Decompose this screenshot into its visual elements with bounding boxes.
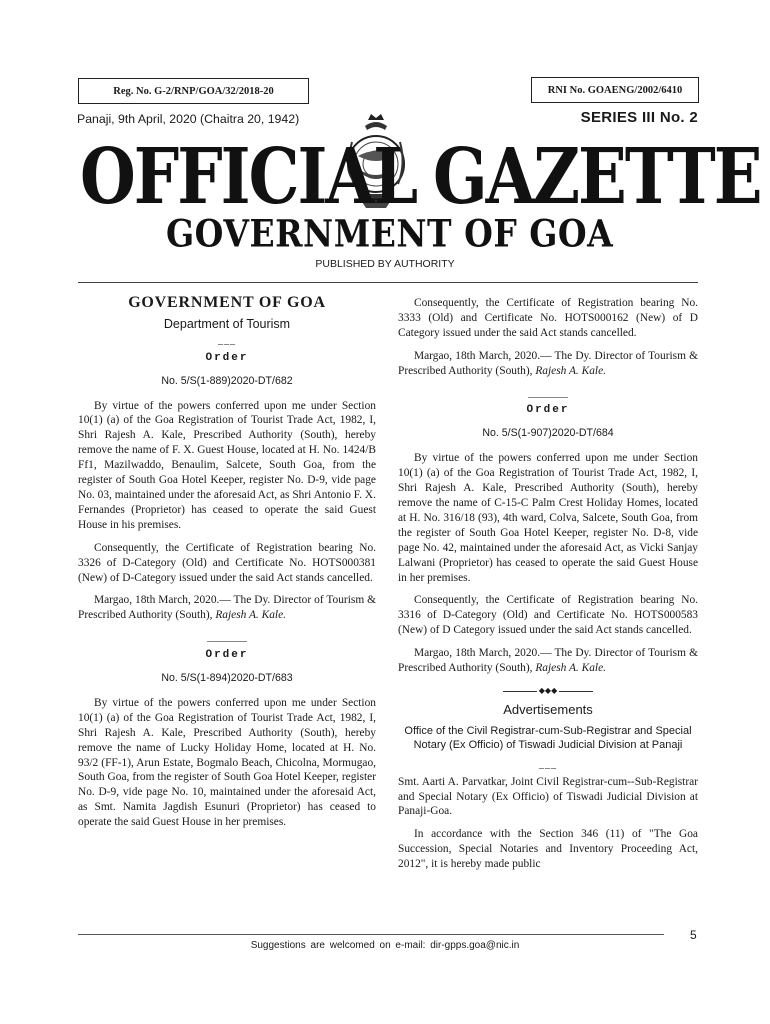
left-column — [78, 296, 376, 838]
title-official: OFFICIAL — [80, 132, 417, 222]
ornament-divider — [398, 684, 698, 699]
diamond-ornament-icon: ◆◆◆ — [538, 685, 558, 695]
header-rule — [78, 282, 698, 283]
signer-name: Rajesh A. Kale. — [535, 364, 606, 377]
order-number: No. 5/S(1-894)2020-DT/683 — [161, 672, 293, 685]
advertisements-heading: Advertisements — [503, 701, 593, 717]
separator: ________ — [207, 632, 247, 644]
footer-rule — [78, 934, 664, 935]
rni-no-box — [531, 77, 699, 103]
order-paragraph: By virtue of the powers conferred upon me under Section 10(1) (a) of the Goa Registration of Tourist Trade Act, 1982, I, Shri Rajesh A. Kale, Prescribed Authority (South), hereby remove the name of F. X. Guest House, located at H. No. 1424/B Ff1, Mazilwaddo, Benaulim, Salcete, South Goa, from the register of South Goa Hotel Keeper, register No. D-9, vide page No. 03, maintained under the aforesaid Act, as Shri Antonio F. X. Fernandes (Proprietor) has ceased to operate the said Guest House in his premises. — [78, 399, 376, 531]
signer-name: Rajesh A. Kale. — [535, 662, 606, 675]
advertisement-paragraph: Smt. Aarti A. Parvatkar, Joint Civil Registrar-cum--Sub-Registrar and Special Notary (Ex Officio) of Tiswadi Judicial Division at Panaji-Goa. — [398, 775, 698, 818]
office-heading: Office of the Civil Registrar-cum-Sub-Registrar and Special Notary (Ex Officio) of Tiswadi Judicial Division at Panaji — [404, 724, 692, 751]
order-signature: Margao, 18th March, 2020.— The Dy. Director of Tourism & Prescribed Authority (South), Rajesh A. Kale. — [398, 647, 698, 675]
divider: ___ — [539, 758, 557, 770]
published-by-authority: PUBLISHED BY AUTHORITY — [315, 258, 455, 270]
advertisement-paragraph: In accordance with the Section 346 (11) of "The Goa Succession, Special Notaries and Inventory Proceeding Act, 2012", it is hereby made public — [398, 828, 698, 871]
separator: ________ — [528, 387, 568, 399]
order-number: No. 5/S(1-889)2020-DT/682 — [161, 374, 293, 387]
rni-no: RNI No. GOAENG/2002/6410 — [547, 84, 683, 96]
signer-name: Rajesh A. Kale. — [215, 609, 286, 622]
order-title: Order — [205, 351, 249, 364]
series-label: SERIES III No. 2 — [580, 109, 698, 126]
government-heading: GOVERNMENT OF GOA — [128, 294, 326, 311]
divider: ___ — [218, 334, 236, 346]
order-paragraph: By virtue of the powers conferred upon me under Section 10(1) (a) of the Goa Registration of Tourist Trade Act, 1982, I, Shri Rajesh A. Kale, Prescribed Authority (South), hereby remove the name of C-15-C Palm Crest Holiday Homes, located at H. No. 316/18 (93), 4th ward, Colva, Salcete, South Goa, from the register of South Goa Hotel Keeper, register No. D-8, vide page No. 42, maintained under the aforesaid Act, as Vicki Sanjay Lalwani (Proprietor) has ceased to operate the said Guest House in her premises. — [398, 452, 698, 584]
order-number: No. 5/S(1-907)2020-DT/684 — [482, 427, 614, 440]
reg-no-box — [78, 78, 309, 104]
department-heading: Department of Tourism — [163, 316, 291, 331]
order-signature: Margao, 18th March, 2020.— The Dy. Director of Tourism & Prescribed Authority (South), Rajesh A. Kale. — [78, 594, 376, 622]
order-signature: Margao, 18th March, 2020.— The Dy. Director of Tourism & Prescribed Authority (South), Rajesh A. Kale. — [398, 349, 698, 377]
order-title: Order — [526, 404, 570, 417]
title-gazette: GAZETTE — [433, 132, 761, 222]
order-paragraph: Consequently, the Certificate of Registration bearing No. 3326 of D-Category (Old) and Certificate No. HOTS000381 (New) of D-Category issued under the said Act stands cancelled. — [78, 541, 376, 584]
page-number: 5 — [690, 928, 697, 942]
title-government-of-goa: GOVERNMENT OF GOA — [166, 212, 614, 256]
reg-no: Reg. No. G-2/RNP/GOA/32/2018-20 — [113, 85, 274, 97]
order-paragraph: Consequently, the Certificate of Registration bearing No. 3333 (Old) and Certificate No. HOTS000162 (New) of D Category issued under the said Act stands cancelled. — [398, 297, 698, 339]
order-paragraph: By virtue of the powers conferred upon me under Section 10(1) (a) of the Goa Registration of Tourist Trade Act, 1982, I, Shri Rajesh A. Kale, Prescribed Authority (South), hereby remove the name of Lucky Holiday Home, located at H. No. 93/2 (FF-1), Arun Estate, Bogmalo Beach, Chicolna, Mormugao, South Goa, from the register of South Goa Hotel Keeper, register No. D-9, vide page No. 10, maintained under the aforesaid Act, as Smt. Namita Jagdish Esunuri (Proprietor) has ceased to operate the said Guest House in her premises. — [78, 696, 376, 829]
order-title: Order — [205, 649, 249, 662]
right-column — [398, 296, 698, 880]
suggestions-email: Suggestions are welcomed on e-mail: dir-gpps.goa@nic.in — [250, 940, 520, 951]
date-line: Panaji, 9th April, 2020 (Chaitra 20, 1942) — [77, 112, 300, 126]
order-paragraph: Consequently, the Certificate of Registration bearing No. 3316 of D-Category (Old) and Certificate No. HOTS000583 (New) of D Category issued under the said Act stands cancelled. — [398, 594, 698, 637]
